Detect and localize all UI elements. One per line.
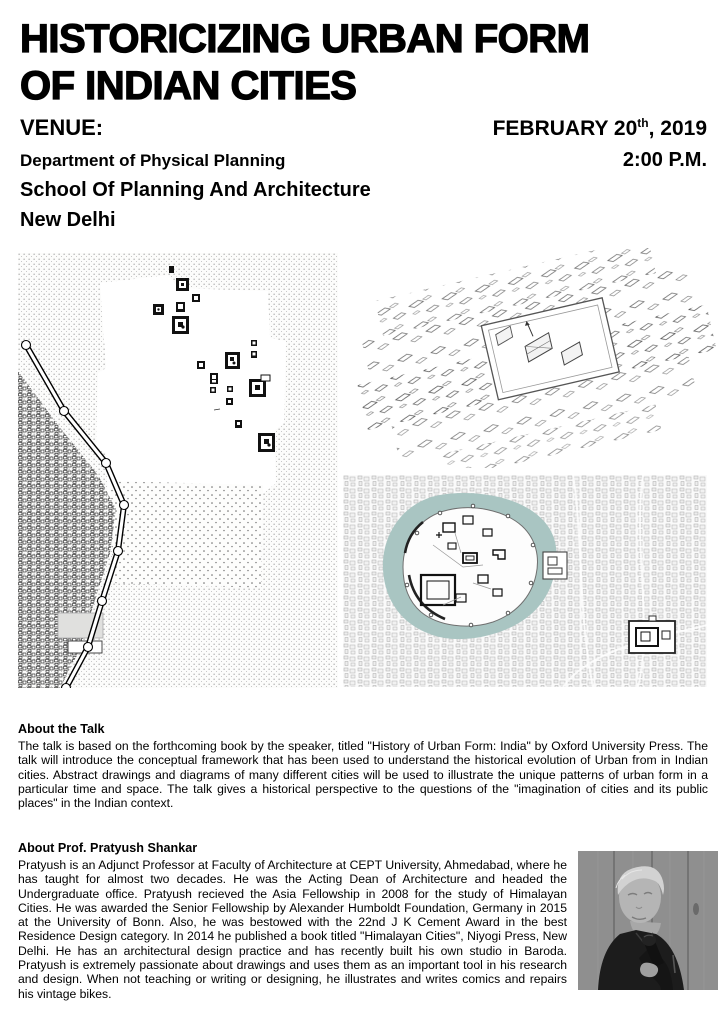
event-date-year: , 2019 — [648, 117, 707, 140]
figure-fort-moat-map — [343, 475, 707, 687]
event-date-main: FEBRUARY 20 — [492, 117, 638, 140]
poster-title-line1: HISTORICIZING URBAN FORM — [20, 17, 590, 61]
venue-school: School Of Planning And Architecture — [20, 179, 371, 201]
venue-city: New Delhi — [20, 209, 116, 231]
event-date-ordinal: th — [637, 116, 649, 130]
figure-axonometric-settlement — [352, 248, 722, 468]
about-talk-heading: About the Talk — [18, 722, 105, 736]
about-speaker-section — [18, 841, 567, 1001]
about-talk-body: The talk is based on the forthcoming book by the speaker, titled "History of Urban Form: India" by Oxford University Press. The talk will introduce the conceptual framework that has been used to understand the historical evolution of Urban from in Indian cities. Abstract drawings and diagrams of many different cities will be used to illustrate the unique patterns of urban form in a particular time and space. The talk gives a historical perspective to the questions of the "imagination of cities and its public places" in the Indian context. — [18, 739, 708, 811]
poster-title — [20, 16, 589, 110]
speaker-photo — [578, 851, 718, 990]
gate-complex — [543, 552, 567, 579]
poster-title-line2: OF INDIAN CITIES — [20, 64, 357, 108]
event-time: 2:00 P.M. — [622, 149, 707, 171]
figure-walled-city-map — [18, 253, 338, 688]
about-speaker-heading: About Prof. Pratyush Shankar — [18, 841, 198, 855]
small-temple-complex — [629, 616, 675, 653]
about-speaker-body: Pratyush is an Adjunct Professor at Faculty of Architecture at CEPT University, Ahmedabad, where he has taught for almost two decades. He was the Acting Dean of Architecture and headed the Undergraduate office. Pratyush recieved the Asia Fellowship in 2008 for the study of Himalayan Cities. He was awarded the Senior Fellowship by Alexander Humboldt Foundation, Germany in 2015 at the University of Bonn. Also, he was bestowed with the 22nd J K Cement Award in the best Residence Design category. In 2014 he published a book titled "Himalayan Cities", Niyogi Press, New Delhi. He has an architectural design practice and has recently built his own studio in Baroda. Pratyush is extremely passionate about drawings and uses them as an important tool in his research and design. When not teaching or writing or designing, he illustrates and writes comics and repairs his vintage bikes. — [18, 858, 567, 1001]
wood-knot — [693, 903, 699, 915]
event-date — [493, 116, 707, 141]
venue-label: VENUE: — [20, 115, 104, 140]
about-talk-section — [18, 722, 708, 810]
dotted-field — [110, 481, 263, 588]
venue-department: Department of Physical Planning — [20, 151, 286, 170]
